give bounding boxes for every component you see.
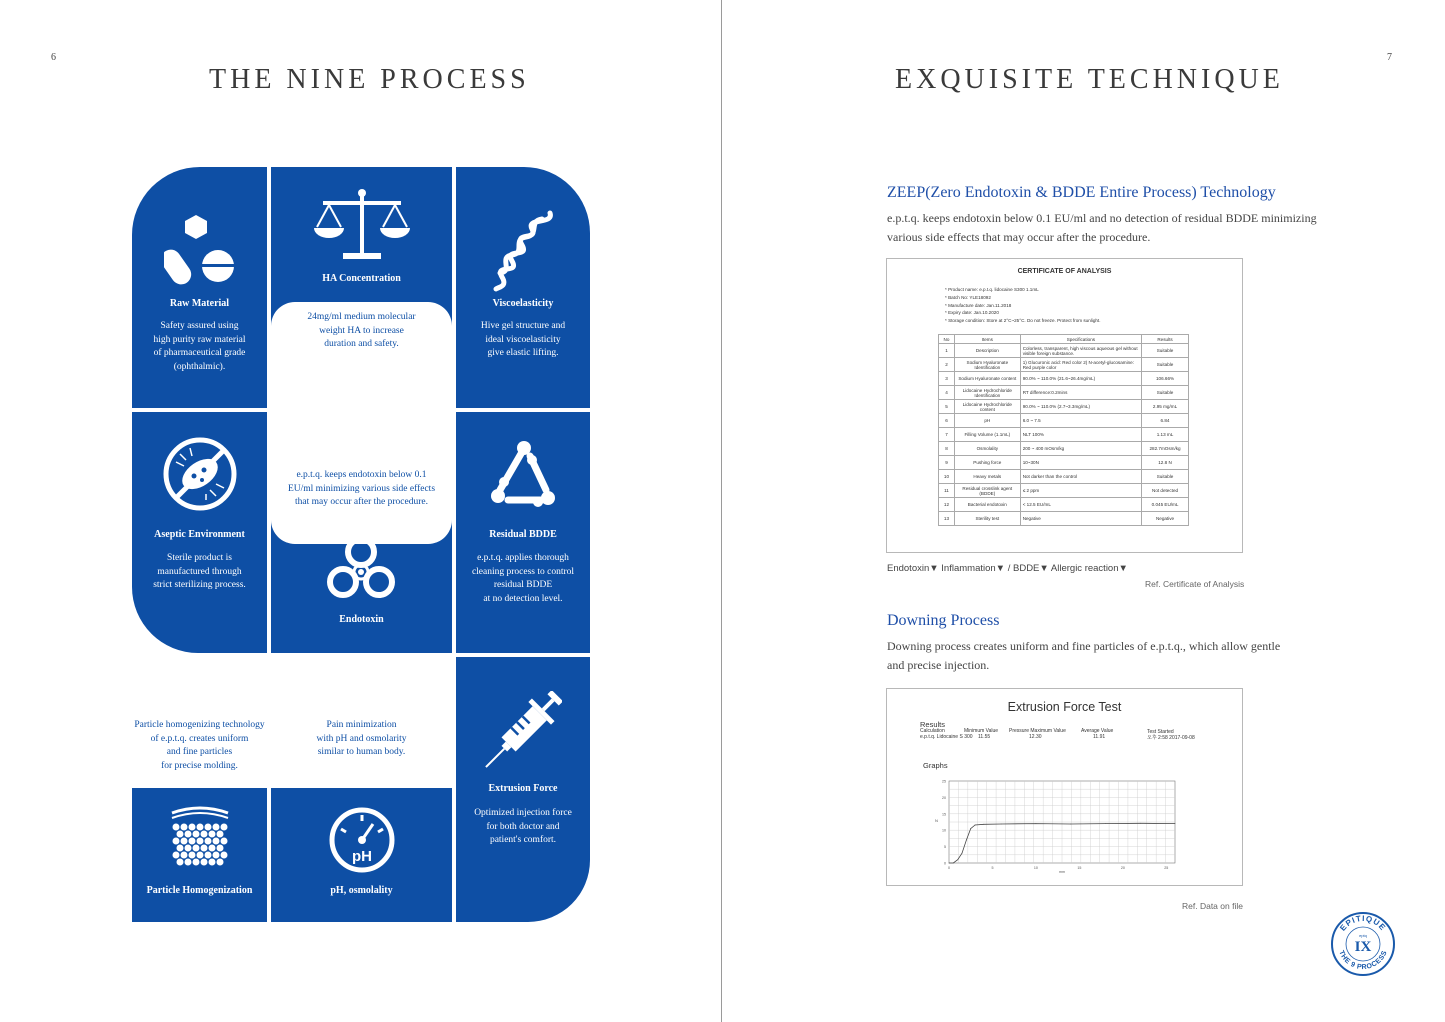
right-page-title: EXQUISITE TECHNIQUE	[895, 64, 1284, 95]
coa-meta: * Product name: e.p.t.q. lidocaine S300 1.1mL * Batch No: YLE18092 * Manufacture date: Jan.11.2018 * Expiry date: Jan.10.2020 * Storage condition: Store at 2°C~25°C. Do not freeze. Protect from sunlight.	[945, 287, 1101, 324]
ph-osmolality-title: pH, osmolality	[330, 885, 393, 896]
coa-table	[938, 334, 1189, 526]
raw-material-tile	[132, 167, 267, 408]
epitique-seal-logo	[1330, 911, 1396, 977]
coa-cell: Lidocaine Hydrochloride Identification	[954, 386, 1020, 400]
zeep-tags: Endotoxin▼ Inflammation▼ / BDDE▼ Allergic reaction▼	[887, 563, 1128, 574]
coa-cell: Residual crosslink agent (BDDE)	[954, 484, 1020, 498]
ef-test-started: Test Started 오후 2:58 2017-09-08	[1147, 729, 1195, 741]
coa-cell: Sodium Hyaluronate Identification	[954, 358, 1020, 372]
coa-cell: Osmolality	[954, 442, 1020, 456]
particles-icon	[168, 805, 232, 867]
chart-y-tick-label: 15	[942, 812, 946, 817]
coa-row	[939, 428, 1189, 442]
coa-cell: 8	[939, 442, 955, 456]
particle-homogenization-title: Particle Homogenization	[146, 885, 253, 896]
certificate-of-analysis	[886, 258, 1243, 553]
coa-header: Specifications	[1020, 335, 1141, 344]
coa-cell: Sterility test	[954, 512, 1020, 526]
left-page-title: THE NINE PROCESS	[209, 64, 530, 95]
extrusion-force-test	[886, 688, 1243, 886]
chart-data-point	[953, 863, 954, 864]
chart-y-tick-label: 5	[944, 845, 946, 850]
coa-cell: Suitable	[1142, 344, 1189, 358]
viscoelasticity-title: Viscoelasticity	[492, 298, 554, 309]
coa-cell: Not darker than the control	[1020, 470, 1141, 484]
chart-x-tick-label: 10	[1033, 866, 1038, 870]
chart-x-tick-label: 5	[991, 866, 994, 870]
chart-data-point	[1001, 824, 1002, 825]
extrusion-force-title: Extrusion Force	[488, 783, 558, 794]
raw-material-title: Raw Material	[169, 298, 230, 309]
coa-cell: 106.66%	[1142, 372, 1189, 386]
chart-data-point	[975, 825, 976, 826]
extrusion-force-chart	[927, 777, 1197, 877]
coa-cell: pH	[954, 414, 1020, 428]
coa-row	[939, 498, 1189, 512]
chart-data-point	[1175, 823, 1176, 824]
coa-cell: 9	[939, 456, 955, 470]
ef-title: Extrusion Force Test	[1007, 700, 1122, 714]
raw-material-desc: Safety assured using high purity raw material of pharmaceutical grade (ophthalmic).	[153, 321, 246, 372]
aseptic-environment-tile	[132, 412, 267, 653]
downing-heading: Downing Process	[887, 612, 1000, 629]
coa-cell: 6.84	[1142, 414, 1189, 428]
coa-header-row	[939, 335, 1189, 344]
coa-row	[939, 344, 1189, 358]
coa-row	[939, 358, 1189, 372]
chart-data-point	[1070, 824, 1071, 825]
chart-y-tick-label: 25	[942, 779, 946, 784]
coa-row	[939, 456, 1189, 470]
zeep-body: e.p.t.q. keeps endotoxin below 0.1 EU/ml and no detection of residual BDDE minimizing various side effects that may occur after the procedure.	[887, 211, 1317, 244]
ha-concentration-desc: 24mg/ml medium molecular weight HA to increase duration and safety.	[307, 312, 416, 349]
coa-cell: Suitable	[1142, 386, 1189, 400]
coa-cell: 90.0% ~ 110.0% (2.7~3.3mg/mL)	[1020, 400, 1141, 414]
chart-data-point	[970, 828, 971, 829]
coa-cell: 7	[939, 428, 955, 442]
coa-row	[939, 442, 1189, 456]
chart-data-point	[949, 863, 950, 864]
coa-cell: RT difference:0.2mins	[1020, 386, 1141, 400]
chart-data-point	[1036, 823, 1037, 824]
chart-x-tick-label: 15	[1077, 866, 1082, 870]
coa-cell: 1	[939, 344, 955, 358]
coa-row	[939, 512, 1189, 526]
coa-row	[939, 372, 1189, 386]
ph-osmolality-tile	[271, 788, 452, 922]
coa-cell: 1) Glucuronic acid: Red color 2) N-acetyl-glucosamine: Red purple color	[1020, 358, 1141, 372]
chart-x-tick-label: 0	[948, 866, 950, 870]
chart-data-point	[1105, 823, 1106, 824]
lower-white-panel	[132, 657, 452, 788]
coa-cell: 10~30N	[1020, 456, 1141, 470]
coa-cell: Heavy metals	[954, 470, 1020, 484]
coa-title: CERTIFICATE OF ANALYSIS	[1017, 268, 1112, 275]
chart-x-tick-label: 20	[1120, 866, 1125, 870]
pills-icon	[164, 211, 236, 287]
extrusion-force-desc: Optimized injection force for both doctor and patient's comfort.	[474, 808, 572, 845]
residual-bdde-desc: e.p.t.q. applies thorough cleaning process to control residual BDDE at no detection level.	[471, 553, 575, 604]
particle-homogenization-tile	[132, 788, 267, 922]
ph-icon-text: pH	[352, 848, 372, 865]
ef-graphs-label: Graphs	[923, 761, 948, 770]
coa-header: Results	[1142, 335, 1189, 344]
chart-data-point	[966, 840, 967, 841]
particle-homogenization-desc: Particle homogenizing technology of e.p.t.q. creates uniform and fine particles for precise molding.	[134, 720, 265, 771]
page-spine	[721, 0, 722, 1022]
ef-results-label: Results	[920, 720, 946, 729]
coa-cell: ≤ 2 ppm	[1020, 484, 1141, 498]
chart-y-tick-label: 10	[942, 828, 946, 833]
aseptic-environment-title: Aseptic Environment	[154, 529, 245, 540]
residual-bdde-tile	[456, 412, 590, 653]
coa-cell: Suitable	[1142, 358, 1189, 372]
svg-text:THE 9 PROCESS: THE 9 PROCESS	[1337, 949, 1389, 972]
downing-ref: Ref. Data on file	[1182, 901, 1243, 911]
coa-cell: 1.13 mL	[1142, 428, 1189, 442]
ha-concentration-title: HA Concentration	[322, 273, 401, 284]
chart-y-tick-label: 20	[942, 795, 946, 800]
coa-cell: Suitable	[1142, 470, 1189, 484]
viscoelasticity-desc: Hive gel structure and ideal viscoelasticity give elastic lifting.	[480, 321, 566, 358]
biohazard-icon	[323, 534, 399, 604]
coa-cell: 282.7mOsm/kg	[1142, 442, 1189, 456]
spring-icon	[492, 209, 556, 293]
zeep-ref: Ref. Certificate of Analysis	[1145, 579, 1245, 589]
coa-cell: Negative	[1020, 512, 1141, 526]
coa-cell: NLT 100%	[1020, 428, 1141, 442]
coa-cell: 0.045 EU/mL	[1142, 498, 1189, 512]
syringe-icon	[482, 691, 562, 773]
coa-cell: < 12.5 EU/mL	[1020, 498, 1141, 512]
coa-cell: 90.0% ~ 110.0% (21.6~26.4mg/mL)	[1020, 372, 1141, 386]
coa-cell: Colorless, transparent, high viscous aqueous gel without visible foreign substance.	[1020, 344, 1141, 358]
aseptic-environment-desc: Sterile product is manufactured through strict sterilizing process.	[153, 553, 246, 590]
coa-cell: 13	[939, 512, 955, 526]
chart-data-point	[983, 824, 984, 825]
left-page-number: 6	[51, 52, 56, 63]
coa-cell: Sodium Hyaluronate content	[954, 372, 1020, 386]
coa-cell: 6.0 ~ 7.5	[1020, 414, 1141, 428]
downing-body: Downing process creates uniform and fine particles of e.p.t.q., which allow gentle and precise injection.	[887, 639, 1281, 672]
ef-calc: Calculation e.p.t.q. Lidocaine S 300	[920, 728, 973, 740]
residual-bdde-title: Residual BDDE	[489, 529, 557, 540]
svg-text:IX: IX	[1354, 939, 1372, 955]
chart-data-point	[1140, 823, 1141, 824]
ph-osmolality-desc: Pain minimization with pH and osmolarity similar to human body.	[316, 720, 407, 757]
coa-cell: 12.8 N	[1142, 456, 1189, 470]
chart-data-point	[957, 859, 958, 860]
extrusion-force-tile	[456, 657, 590, 922]
coa-cell: Lidocaine Hydrochloride content	[954, 400, 1020, 414]
coa-cell: Bacterial endotoxin	[954, 498, 1020, 512]
coa-cell: 4	[939, 386, 955, 400]
chart-y-axis-label: N	[935, 818, 938, 823]
chart-y-tick-label: 0	[944, 861, 946, 866]
coa-cell: 12	[939, 498, 955, 512]
svg-text:EPITIQUE: EPITIQUE	[1338, 913, 1388, 933]
coa-header: Items	[954, 335, 1020, 344]
coa-cell: 2	[939, 358, 955, 372]
center-white-panel	[271, 302, 452, 544]
chart-x-axis-label: mm	[1059, 870, 1065, 874]
endotoxin-desc: e.p.t.q. keeps endotoxin below 0.1 EU/ml minimizing various side effects that may occur after the procedure.	[287, 470, 436, 507]
coa-cell: Not detected	[1142, 484, 1189, 498]
coa-cell: Pushing force	[954, 456, 1020, 470]
ef-pressure-max: Pressure Maximum Value 12.30	[1009, 728, 1066, 740]
chart-data-point	[962, 853, 963, 854]
ef-minimum: Minimum Value 11.55	[964, 728, 999, 740]
coa-cell: 2.95 mg/mL	[1142, 400, 1189, 414]
viscoelasticity-tile	[456, 167, 590, 408]
molecule-icon	[486, 438, 562, 512]
coa-cell: Filling Volume (1.1mL)	[954, 428, 1020, 442]
zeep-heading: ZEEP(Zero Endotoxin & BDDE Entire Process) Technology	[887, 184, 1276, 201]
ef-average: Average Value 11.91	[1081, 728, 1114, 740]
coa-header: No	[939, 335, 955, 344]
coa-cell: 11	[939, 484, 955, 498]
coa-row	[939, 470, 1189, 484]
coa-row	[939, 414, 1189, 428]
coa-cell: 5	[939, 400, 955, 414]
svg-text:eptq: eptq	[1359, 933, 1367, 938]
coa-cell: Negative	[1142, 512, 1189, 526]
coa-cell: 3	[939, 372, 955, 386]
chart-x-tick-label: 25	[1164, 866, 1169, 870]
endotoxin-title: Endotoxin	[339, 614, 384, 625]
coa-row	[939, 386, 1189, 400]
no-bacteria-icon	[162, 436, 238, 512]
balance-scale-icon	[313, 187, 411, 263]
coa-cell: 200 ~ 400 mOsm/kg	[1020, 442, 1141, 456]
right-page-number: 7	[1387, 52, 1392, 63]
coa-row	[939, 484, 1189, 498]
coa-cell: Description	[954, 344, 1020, 358]
coa-row	[939, 400, 1189, 414]
coa-cell: 6	[939, 414, 955, 428]
coa-cell: 10	[939, 470, 955, 484]
ph-gauge-icon	[327, 805, 397, 875]
